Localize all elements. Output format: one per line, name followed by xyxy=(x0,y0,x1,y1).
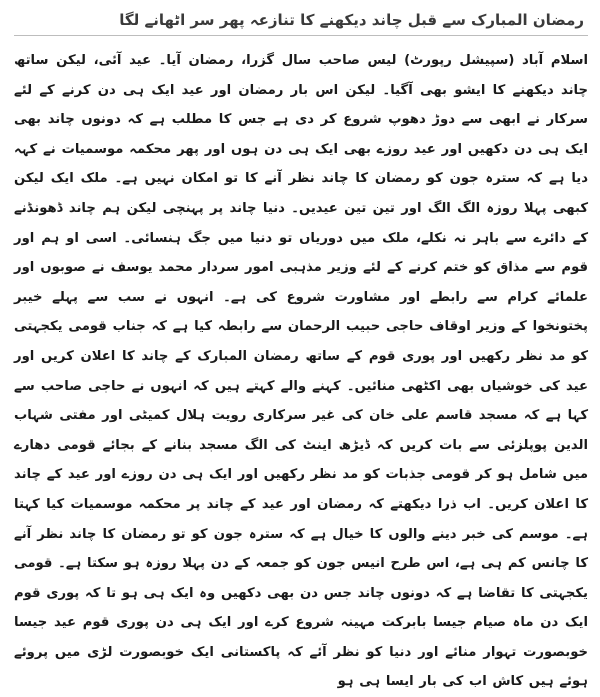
article-headline: رمضان المبارک سے قبل چاند دیکھنے کا تنازعہ پھر سر اٹھانے لگا xyxy=(119,11,584,29)
headline-divider xyxy=(14,35,588,36)
article-body: اسلام آباد (سپیشل رپورٹ) لیس صاحب سال گزرا، رمضان آیا۔ عید آئی، لیکن ساتھ چاند دیکھنے کا ایشو بھی آگیا۔ لیکن اس بار رمضان اور عید ایک ہی دن کرنے کے لئے سرکار نے ابھی سے دوڑ دھوپ شروع کر دی ہے جس کا مطلب ہے کہ دونوں چاند بھی ایک ہی دن دکھیں اور عید روزے بھی ایک ہی دن ہوں اور پھر محکمہ موسمیات نے کہہ دیا ہے کہ سترہ جون کو رمضان کا چاند نظر آنے کا تو امکان نہیں ہے۔ ملک ایک لیکن کبھی پہلا روزہ الگ الگ اور تین تین عیدیں۔ دنیا چاند پر پہنچی لیکن ہم چاند ڈھونڈنے کے دائرے سے باہر نہ نکلے، ملک میں دوریاں تو دنیا میں جگ ہنسائی۔ اسی او ہم اور قوم سے مذاق کو ختم کرنے کے لئے وزیر مذہبی امور سردار محمد یوسف نے صوبوں اور علمائے کرام سے رابطے اور مشاورت شروع کی ہے۔ انہوں نے سب سے پہلے خیبر پختونخوا کے وزیر اوقاف حاجی حبیب الرحمان سے رابطہ کیا ہے کہ جناب قومی یکجہتی کو مد نظر رکھیں اور پوری قوم کے ساتھ رمضان المبارک کے چاند کا اعلان کریں اور عید کی خوشیاں بھی اکٹھی منائیں۔ کہنے والے کہتے ہیں کہ انہوں نے حاجی صاحب سے کہا ہے کہ مسجد قاسم علی خان کی غیر سرکاری رویت ہلال کمیٹی اور مفتی شہاب الدین پوپلزئی سے بات کریں کہ ڈیڑھ اینٹ کی الگ مسجد بنانے کے بجائے قومی دھارے میں شامل ہو کر قومی جذبات کو مد نظر رکھیں اور ایک ہی دن روزے اور عید کے چاند کا اعلان کریں۔ اب ذرا دیکھتے کہ رمضان اور عید کے چاند پر محکمہ موسمیات کیا کہتا ہے۔ موسم کی خبر دینے والوں کا خیال ہے کہ سترہ جون کو تو رمضان کا چاند نظر آنے کا چانس کم ہی ہے، اس طرح انیس جون کو جمعہ کے دن پہلا روزہ ہو سکتا ہے۔ قومی یکجہتی کا تقاضا ہے کہ دونوں چاند جس دن بھی دکھیں وہ ایک ہی ہو تا کہ پوری قوم ایک دن ماہ صیام جیسا بابرکت مہینہ شروع کرے اور ایک ہی دن پوری قوم عید جیسا خوبصورت تہوار منائے اور دنیا کو نظر آئے کہ پاکستانی ایک خوبصورت لڑی میں پروئے ہوئے ہیں کاش اب کی بار ایسا ہی ہو xyxy=(14,53,588,690)
